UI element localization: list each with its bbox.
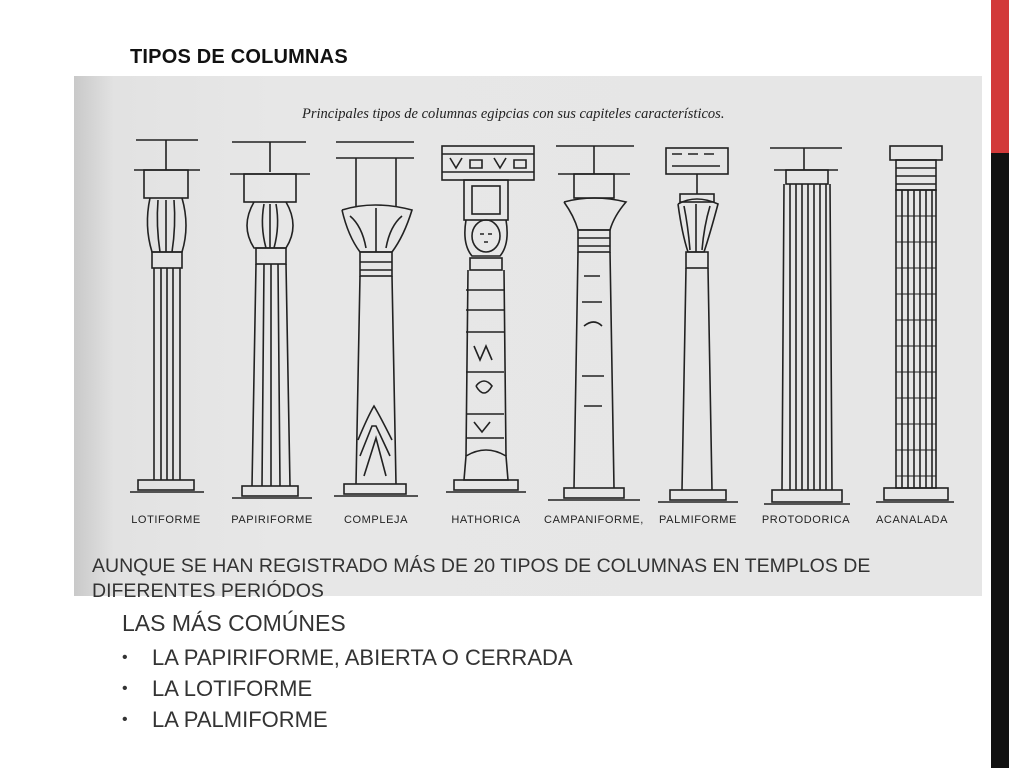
intro-text: AUNQUE SE HAN REGISTRADO MÁS DE 20 TIPOS DE COLUMNAS EN TEMPLOS DE DIFERENTES PERIÓDOS	[92, 555, 871, 602]
column-label: PAPIRIFORME	[231, 514, 313, 526]
bullet-list	[122, 642, 573, 735]
column-label: ACANALADA	[875, 514, 949, 526]
bullet-marker: •	[122, 680, 128, 697]
columns-illustration	[74, 76, 982, 596]
column-compleja	[334, 142, 418, 496]
column-label: PROTODORICA	[761, 514, 851, 526]
accent-bar-black	[991, 153, 1009, 768]
list-item-text: LA LOTIFORME	[152, 676, 313, 701]
accent-bar-red	[991, 0, 1009, 153]
column-label: COMPLEJA	[343, 514, 409, 526]
subheading: LAS MÁS COMÚNES	[122, 610, 346, 636]
list-item-text: LA PALMIFORME	[152, 707, 328, 732]
figure-caption: Principales tipos de columnas egipcias con sus capiteles característicos.	[302, 106, 725, 122]
column-label: PALMIFORME	[659, 514, 737, 526]
column-palmiforme	[658, 148, 738, 502]
column-papiriforme	[230, 142, 312, 498]
column-label: HATHORICA	[451, 514, 521, 526]
bullet-marker: •	[122, 711, 128, 728]
column-acanalada	[876, 146, 954, 502]
column-lotiforme	[130, 140, 204, 492]
column-hathorica	[442, 146, 534, 492]
column-label: LOTIFORME	[131, 514, 201, 526]
list-item	[122, 673, 573, 704]
list-item	[122, 704, 573, 735]
slide-title: TIPOS DE COLUMNAS	[130, 46, 348, 68]
bullet-marker: •	[122, 649, 128, 666]
column-protodorica	[764, 148, 850, 504]
column-campaniforme	[548, 146, 640, 500]
column-label: CAMPANIFORME,	[544, 514, 644, 526]
list-item-text: LA PAPIRIFORME, ABIERTA O CERRADA	[152, 645, 573, 670]
list-item	[122, 642, 573, 673]
